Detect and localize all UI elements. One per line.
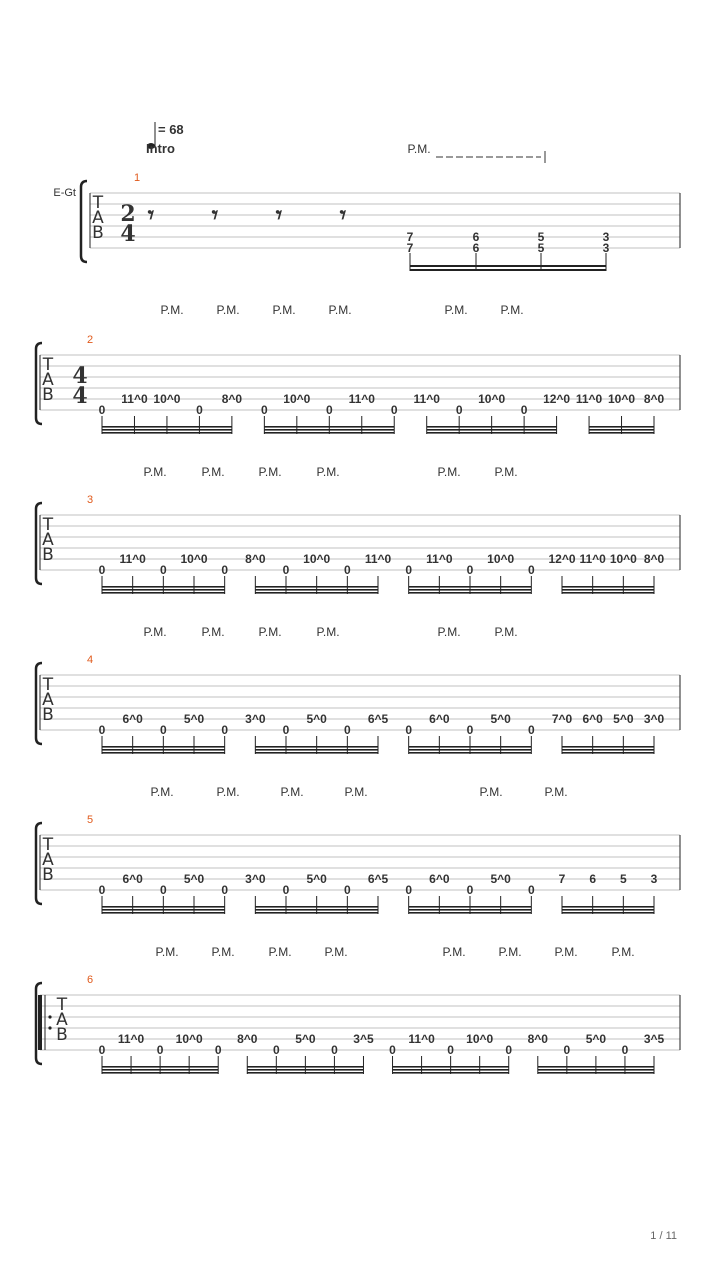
beam xyxy=(264,429,394,431)
rest-symbol: 𝄾 xyxy=(211,200,219,229)
palm-mute-label: P.M. xyxy=(268,945,292,959)
fret-number: 6^0 xyxy=(582,712,603,726)
palm-mute-label: P.M. xyxy=(201,465,225,479)
beam xyxy=(247,1069,363,1071)
fret-number: 0 xyxy=(159,883,167,897)
measure-number: 3 xyxy=(86,494,94,506)
fret-number: 0 xyxy=(466,563,474,577)
palm-mute-label: P.M. xyxy=(155,945,179,959)
beam xyxy=(102,1069,218,1071)
measure-number: 2 xyxy=(86,334,94,346)
fret-number: 0 xyxy=(563,1043,571,1057)
fret-number: 11^0 xyxy=(408,1032,435,1046)
fret-number: 0 xyxy=(343,723,351,737)
palm-mute-label: P.M. xyxy=(437,625,461,639)
palm-mute-label: P.M. xyxy=(272,303,296,317)
beam xyxy=(409,912,532,914)
fret-number: 5^0 xyxy=(306,712,327,726)
fret-number: 10^0 xyxy=(487,552,515,566)
beam xyxy=(538,1069,654,1071)
palm-mute-label: P.M. xyxy=(500,303,524,317)
beam xyxy=(409,749,532,751)
fret-number: 10^0 xyxy=(478,392,506,406)
measure-number: 4 xyxy=(86,654,94,666)
palm-mute-label: P.M. xyxy=(143,465,167,479)
time-signature-top: 4 xyxy=(72,363,88,389)
time-signature-bottom: 4 xyxy=(72,383,88,409)
beam xyxy=(102,589,225,591)
fret-number: 8^0 xyxy=(643,552,665,566)
chord-fret: 3 xyxy=(602,241,610,255)
beam xyxy=(102,586,225,588)
fret-number: 0 xyxy=(405,883,413,897)
palm-mute-label: P.M. xyxy=(407,142,431,156)
fret-number: 10^0 xyxy=(180,552,208,566)
beam xyxy=(255,752,378,754)
fret-number: 0 xyxy=(527,563,535,577)
fret-number: 5 xyxy=(619,872,627,886)
beam xyxy=(102,749,225,751)
fret-number: 0 xyxy=(466,723,474,737)
fret-number: 8^0 xyxy=(643,392,665,406)
fret-number: 0 xyxy=(159,563,167,577)
palm-mute-label: P.M. xyxy=(150,785,174,799)
beam xyxy=(255,909,378,911)
fret-number: 5^0 xyxy=(183,712,205,726)
beam xyxy=(589,429,654,431)
beam xyxy=(264,426,394,428)
tab-clef-letter: B xyxy=(42,385,54,405)
beam xyxy=(409,906,532,908)
repeat-thick-bar xyxy=(38,995,42,1050)
fret-number: 6^0 xyxy=(122,712,143,726)
rest-symbol: 𝄾 xyxy=(147,200,155,229)
palm-mute-label: P.M. xyxy=(544,785,568,799)
palm-mute-label: P.M. xyxy=(160,303,184,317)
fret-number: 0 xyxy=(221,563,229,577)
beam xyxy=(409,746,532,748)
fret-number: 11^0 xyxy=(117,1032,145,1046)
palm-mute-label: P.M. xyxy=(344,785,368,799)
fret-number: 0 xyxy=(389,1043,396,1057)
fret-number: 0 xyxy=(261,403,268,417)
beam xyxy=(409,589,532,591)
tab-clef-letter: B xyxy=(56,1025,68,1045)
palm-mute-label: P.M. xyxy=(442,945,466,959)
fret-number: 0 xyxy=(282,883,290,897)
fret-number: 0 xyxy=(221,723,229,737)
fret-number: 8^0 xyxy=(527,1032,548,1046)
beam xyxy=(102,429,232,431)
fret-number: 0 xyxy=(390,403,398,417)
fret-number: 0 xyxy=(405,723,413,737)
tab-clef-letter: T xyxy=(42,355,54,375)
palm-mute-label: P.M. xyxy=(316,625,340,639)
palm-mute-label: P.M. xyxy=(143,625,167,639)
fret-number: 0 xyxy=(214,1043,222,1057)
fret-number: 5^0 xyxy=(613,712,634,726)
tab-clef-letter: A xyxy=(92,208,104,228)
fret-number: 3^0 xyxy=(245,712,266,726)
tempo-marking: = 68 xyxy=(158,122,184,137)
fret-number: 10^0 xyxy=(303,552,331,566)
beam xyxy=(538,1072,654,1074)
beam xyxy=(264,432,394,434)
beam xyxy=(409,592,532,594)
measure-number: 6 xyxy=(86,974,94,986)
beam xyxy=(562,592,654,594)
chord-fret: 3 xyxy=(602,230,610,244)
beam xyxy=(102,912,225,914)
chord-fret: 5 xyxy=(537,230,545,244)
tab-clef-letter: T xyxy=(56,995,68,1015)
fret-number: 8^0 xyxy=(221,392,243,406)
fret-number: 0 xyxy=(455,403,463,417)
palm-mute-label: P.M. xyxy=(216,785,240,799)
beam xyxy=(102,909,225,911)
beam xyxy=(255,592,378,594)
beam xyxy=(102,1072,218,1074)
fret-number: 10^0 xyxy=(608,392,636,406)
tab-clef-letter: T xyxy=(92,193,104,213)
beam xyxy=(247,1066,363,1068)
fret-number: 5^0 xyxy=(585,1032,607,1046)
fret-number: 0 xyxy=(196,403,203,417)
beam xyxy=(102,1066,218,1068)
fret-number: 6^5 xyxy=(367,872,389,886)
fret-number: 0 xyxy=(405,563,413,577)
fret-number: 10^0 xyxy=(466,1032,494,1046)
fret-number: 6^0 xyxy=(429,872,450,886)
fret-number: 6 xyxy=(589,872,597,886)
palm-mute-label: P.M. xyxy=(211,945,235,959)
tab-clef-letter: B xyxy=(92,223,104,243)
beam xyxy=(102,432,232,434)
beam xyxy=(562,746,654,748)
repeat-dot xyxy=(48,1015,51,1018)
fret-number: 10^0 xyxy=(175,1032,203,1046)
fret-number: 11^0 xyxy=(364,552,392,566)
palm-mute-label: P.M. xyxy=(479,785,503,799)
chord-fret: 5 xyxy=(537,241,545,255)
beam xyxy=(247,1072,363,1074)
fret-number: 0 xyxy=(343,883,351,897)
palm-mute-label: P.M. xyxy=(444,303,468,317)
beam xyxy=(102,906,225,908)
fret-number: 11^0 xyxy=(575,392,603,406)
beam xyxy=(589,432,654,434)
fret-number: 0 xyxy=(156,1043,164,1057)
tab-clef-letter: A xyxy=(42,690,54,710)
palm-mute-label: P.M. xyxy=(494,625,518,639)
tab-clef-letter: B xyxy=(42,865,54,885)
palm-mute-label: P.M. xyxy=(554,945,578,959)
fret-number: 0 xyxy=(447,1043,454,1057)
fret-number: 7 xyxy=(558,872,566,886)
palm-mute-label: P.M. xyxy=(328,303,352,317)
fret-number: 0 xyxy=(325,403,333,417)
chord-fret: 7 xyxy=(406,230,414,244)
fret-number: 3^5 xyxy=(353,1032,374,1046)
measure-number: 1 xyxy=(133,172,141,184)
fret-number: 12^0 xyxy=(548,552,576,566)
beam xyxy=(255,912,378,914)
tab-clef-letter: B xyxy=(42,705,54,725)
beam xyxy=(427,432,557,434)
fret-number: 6^0 xyxy=(122,872,143,886)
fret-number: 5^0 xyxy=(295,1032,316,1046)
fret-number: 5^0 xyxy=(490,712,511,726)
fret-number: 0 xyxy=(159,723,167,737)
beam xyxy=(255,749,378,751)
fret-number: 6^5 xyxy=(367,712,389,726)
beam xyxy=(562,586,654,588)
fret-number: 11^0 xyxy=(121,392,148,406)
fret-number: 0 xyxy=(343,563,351,577)
track-label: E-Gt xyxy=(53,187,76,199)
tab-clef-letter: A xyxy=(42,850,54,870)
beam xyxy=(562,752,654,754)
time-signature-bottom: 4 xyxy=(120,221,136,247)
beam xyxy=(255,906,378,908)
fret-number: 3^0 xyxy=(643,712,665,726)
beam xyxy=(562,909,654,911)
fret-number: 8^0 xyxy=(245,552,266,566)
palm-mute-label: P.M. xyxy=(280,785,304,799)
page-number: 1 / 11 xyxy=(650,1230,677,1242)
fret-number: 3^0 xyxy=(245,872,266,886)
beam xyxy=(427,429,557,431)
fret-number: 0 xyxy=(505,1043,513,1057)
beam xyxy=(562,906,654,908)
tab-clef-letter: B xyxy=(42,545,54,565)
palm-mute-label: P.M. xyxy=(611,945,635,959)
fret-number: 0 xyxy=(272,1043,280,1057)
chord-fret: 6 xyxy=(472,230,480,244)
tab-clef-letter: T xyxy=(42,675,54,695)
palm-mute-label: P.M. xyxy=(258,465,282,479)
palm-mute-label: P.M. xyxy=(216,303,240,317)
palm-mute-label: P.M. xyxy=(324,945,348,959)
fret-number: 5^0 xyxy=(490,872,511,886)
beam xyxy=(562,749,654,751)
beam xyxy=(102,746,225,748)
fret-number: 11^0 xyxy=(348,392,375,406)
tab-clef-letter: A xyxy=(42,530,54,550)
beam xyxy=(409,752,532,754)
system-bracket xyxy=(81,181,87,262)
beam xyxy=(393,1069,509,1071)
beam xyxy=(410,269,606,271)
beam xyxy=(393,1072,509,1074)
chord-fret: 6 xyxy=(472,241,480,255)
fret-number: 3 xyxy=(650,872,658,886)
palm-mute-label: P.M. xyxy=(437,465,461,479)
fret-number: 0 xyxy=(520,403,528,417)
palm-mute-label: P.M. xyxy=(316,465,340,479)
tab-clef-letter: A xyxy=(42,370,54,390)
beam xyxy=(562,589,654,591)
rest-symbol: 𝄾 xyxy=(339,200,347,229)
beam xyxy=(255,586,378,588)
fret-number: 11^0 xyxy=(413,392,440,406)
fret-number: 11^0 xyxy=(119,552,146,566)
fret-number: 8^0 xyxy=(237,1032,258,1046)
fret-number: 0 xyxy=(98,723,106,737)
tab-clef-letter: A xyxy=(56,1010,68,1030)
beam xyxy=(589,426,654,428)
fret-number: 0 xyxy=(527,883,535,897)
beam xyxy=(562,912,654,914)
fret-number: 5^0 xyxy=(183,872,205,886)
fret-number: 10^0 xyxy=(153,392,181,406)
chord-fret: 7 xyxy=(406,241,414,255)
beam xyxy=(393,1066,509,1068)
time-signature-top: 2 xyxy=(120,201,136,227)
beam xyxy=(102,592,225,594)
fret-number: 11^0 xyxy=(579,552,606,566)
beam xyxy=(427,426,557,428)
beam xyxy=(255,746,378,748)
fret-number: 0 xyxy=(621,1043,629,1057)
fret-number: 0 xyxy=(98,403,106,417)
palm-mute-label: P.M. xyxy=(498,945,522,959)
fret-number: 0 xyxy=(331,1043,338,1057)
palm-mute-label: P.M. xyxy=(494,465,518,479)
beam xyxy=(102,752,225,754)
fret-number: 0 xyxy=(282,723,290,737)
tab-clef-letter: T xyxy=(42,515,54,535)
palm-mute-label: P.M. xyxy=(201,625,225,639)
fret-number: 3^5 xyxy=(643,1032,665,1046)
beam xyxy=(102,426,232,428)
beam xyxy=(255,589,378,591)
fret-number: 6^0 xyxy=(429,712,450,726)
fret-number: 12^0 xyxy=(543,392,571,406)
fret-number: 0 xyxy=(98,563,106,577)
section-label: Intro xyxy=(146,141,175,156)
beam xyxy=(409,909,532,911)
beam xyxy=(538,1066,654,1068)
palm-mute-label: P.M. xyxy=(258,625,282,639)
rest-symbol: 𝄾 xyxy=(275,200,283,229)
beam xyxy=(409,586,532,588)
fret-number: 10^0 xyxy=(609,552,637,566)
measure-number: 5 xyxy=(86,814,94,826)
repeat-dot xyxy=(48,1026,51,1029)
fret-number: 0 xyxy=(466,883,474,897)
fret-number: 0 xyxy=(221,883,229,897)
fret-number: 0 xyxy=(98,1043,106,1057)
fret-number: 5^0 xyxy=(306,872,327,886)
fret-number: 10^0 xyxy=(283,392,311,406)
tab-clef-letter: T xyxy=(42,835,54,855)
fret-number: 11^0 xyxy=(426,552,453,566)
beam xyxy=(410,265,606,267)
fret-number: 0 xyxy=(527,723,535,737)
fret-number: 0 xyxy=(98,883,106,897)
fret-number: 7^0 xyxy=(551,712,573,726)
fret-number: 0 xyxy=(282,563,290,577)
